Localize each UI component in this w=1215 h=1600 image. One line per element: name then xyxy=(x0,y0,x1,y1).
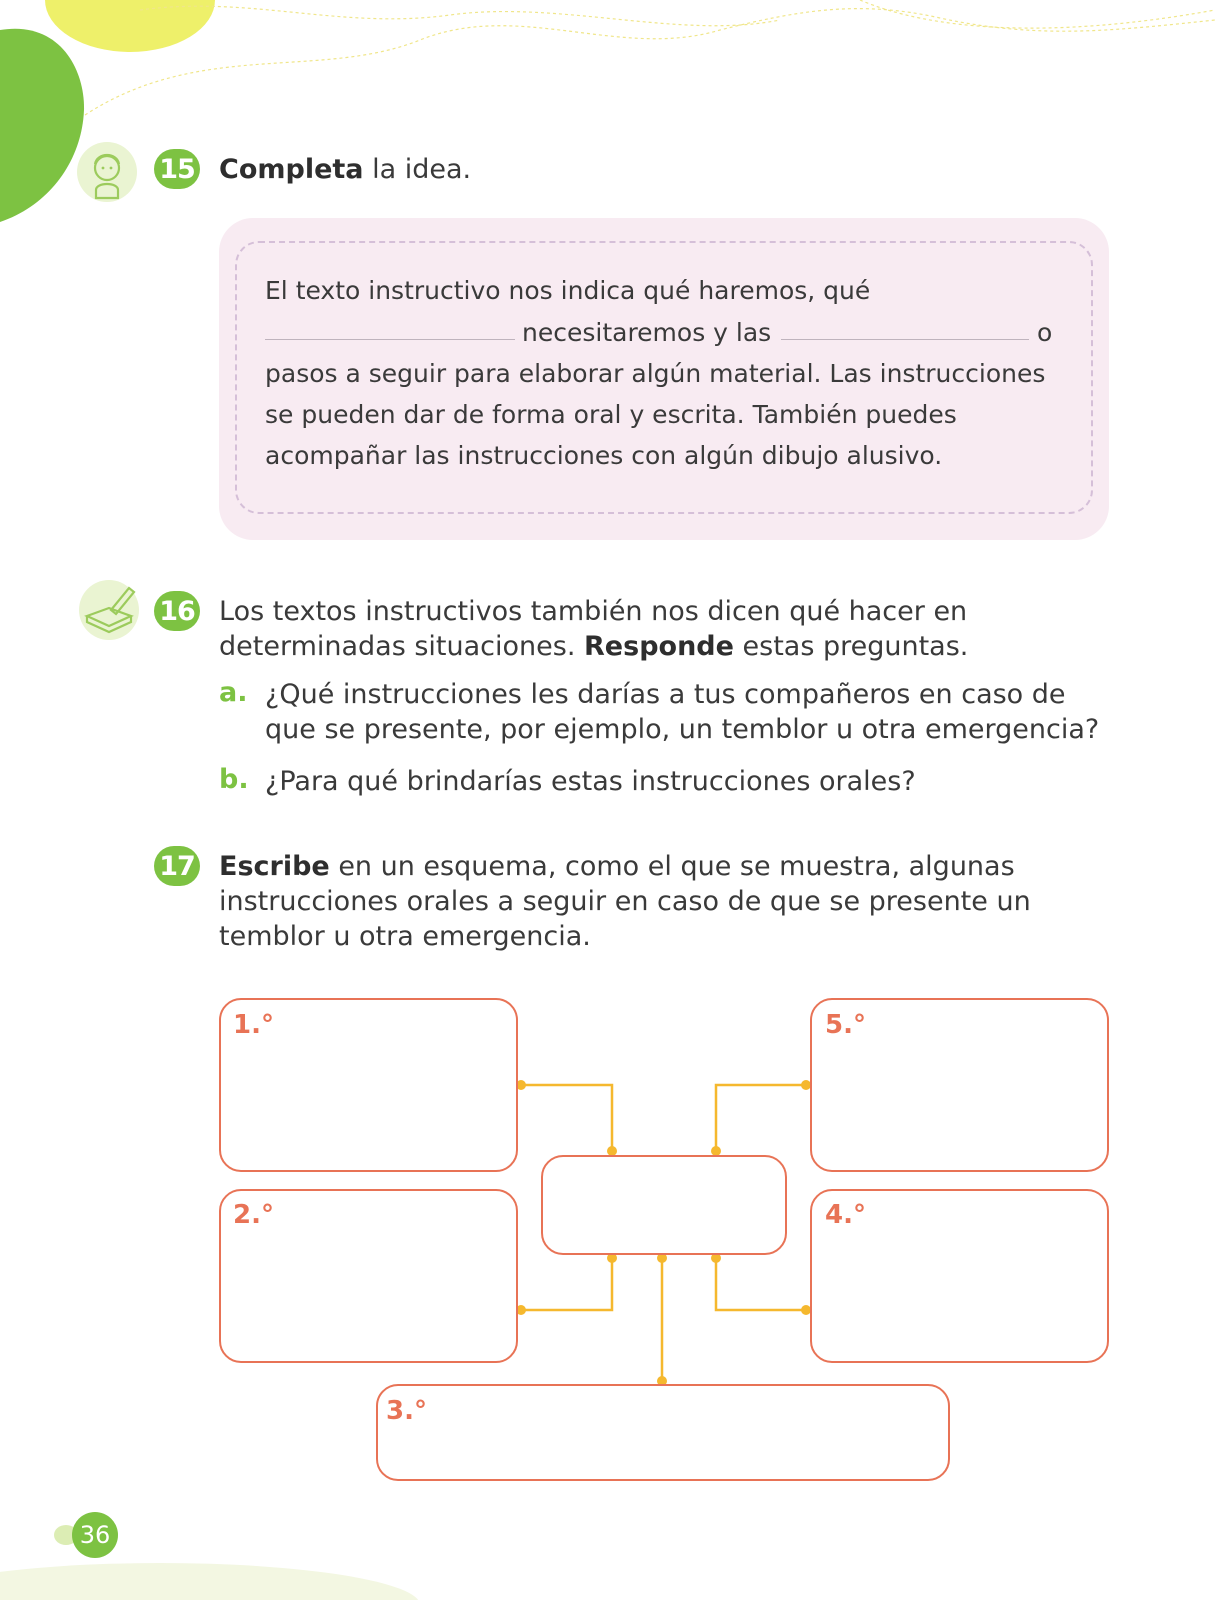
line-text: determinadas situaciones. xyxy=(219,631,585,662)
prompt-verb: Completa xyxy=(219,154,364,185)
sub-question-b-line-1: ¿Para qué brindarías estas instrucciones orales? xyxy=(265,766,916,797)
question-17-line-2: instrucciones orales a seguir en caso de que se presente un xyxy=(219,886,1031,917)
line-text: en un esquema, como el que se muestra, algunas xyxy=(329,851,1015,882)
answer-box-4-label: 4.° xyxy=(825,1200,866,1230)
question-number-badge: 17 xyxy=(154,846,200,886)
question-number-badge: 16 xyxy=(154,591,200,631)
sub-question-a-line-1: ¿Qué instrucciones les darías a tus compañeros en caso de xyxy=(265,679,1066,710)
connector-4 xyxy=(716,1258,806,1310)
sub-question-letter-b: b. xyxy=(219,764,249,795)
prompt-verb: Escribe xyxy=(219,851,330,882)
answer-box-1-label: 1.° xyxy=(233,1010,274,1040)
center-box[interactable] xyxy=(541,1155,787,1255)
concept-line-4: se pueden dar de forma oral y escrita. También puedes xyxy=(265,400,957,429)
question-number-badge: 15 xyxy=(154,149,200,189)
prompt-verb: Responde xyxy=(584,631,734,662)
sub-question-a-line-2: que se presente, por ejemplo, un temblor u otra emergencia? xyxy=(265,714,1100,745)
prompt-rest: la idea. xyxy=(363,154,472,185)
concept-line-5: acompañar las instrucciones con algún dibujo alusivo. xyxy=(265,441,943,470)
line-text: estas preguntas. xyxy=(733,631,969,662)
answer-box-3[interactable] xyxy=(376,1384,950,1481)
concept-line-1: El texto instructivo nos indica qué haremos, qué xyxy=(265,276,871,305)
concept-line-3: pasos a seguir para elaborar algún material. Las instrucciones xyxy=(265,359,1046,388)
question-17-line-3: temblor u otra emergencia. xyxy=(219,921,591,952)
connector-2 xyxy=(521,1258,612,1310)
concept-line-2-end: o xyxy=(1037,318,1053,347)
sub-question-letter-a: a. xyxy=(219,677,248,708)
connector-5 xyxy=(716,1085,806,1151)
answer-box-3-label: 3.° xyxy=(386,1396,427,1426)
concept-line-2-mid: necesitaremos y las xyxy=(522,318,772,347)
answer-box-2-label: 2.° xyxy=(233,1200,274,1230)
answer-box-5-label: 5.° xyxy=(825,1010,866,1040)
page-number: 36 xyxy=(72,1512,118,1558)
connector-1 xyxy=(521,1085,612,1151)
question-16-line-1: Los textos instructivos también nos dicen qué hacer en xyxy=(219,596,968,627)
